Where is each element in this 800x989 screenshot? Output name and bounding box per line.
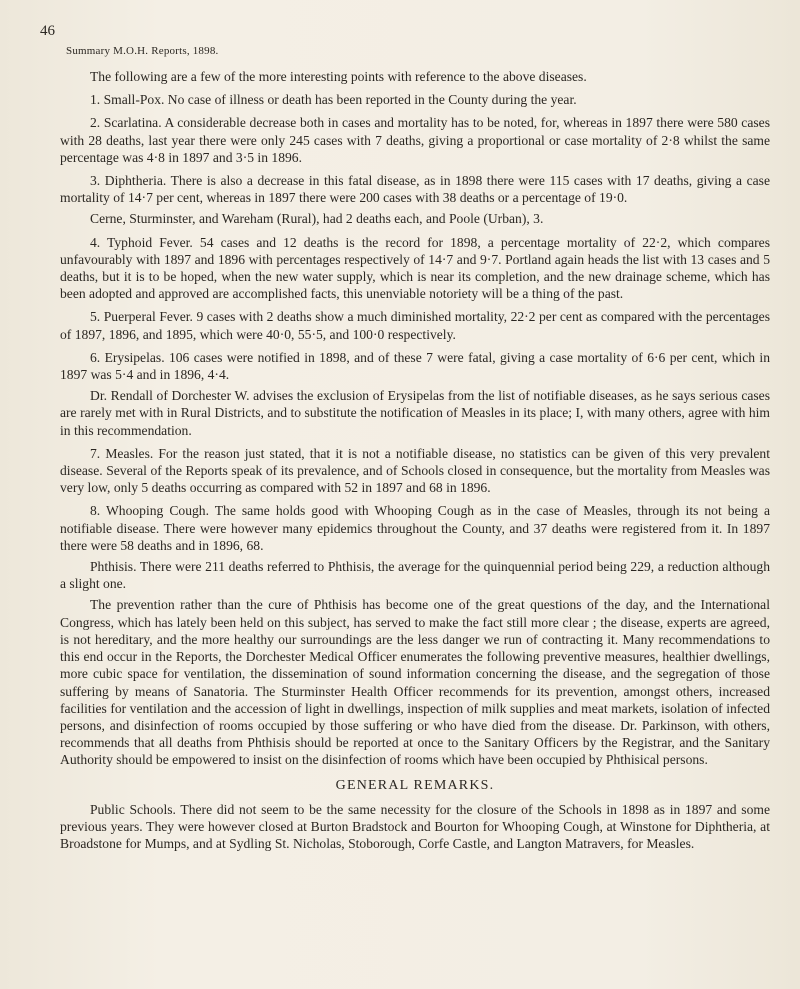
scarlatina-paragraph: 2. Scarlatina. A considerable decrease both in cases and mortality has to be noted, for, whereas in 1897 there were 580 cases with 28 deaths, last year there were only 245 cases with 7 deaths, giving a proportional or case mortality of 2·8 whilst the same percentage was 4·8 in 1897 and 3·5 in 1896.: [60, 115, 770, 165]
phthisis-prevention-paragraph: The prevention rather than the cure of Phthisis has become one of the great questions of the day, and the International Congress, which has lately been held on this subject, has served to make the fact still more clear ; the disease, experts are agreed, is not hereditary, and the more healthy our surroundings are the less danger we run of contracting it. Many recommendations to this end occur in the Reports, the Dorchester Medical Officer enumerates the following preventive measures, healthier dwellings, more cubic space for ventilation, the dissemination of sound information concerning the disease, and the segregation of those suffering by means of Sanatoria. The Sturminster Health Officer recommends for its prevention, amongst others, increased facilities for ventilation and the accession of light in dwellings, inspection of milk supplies and meat markets, isolation of infected persons, and disinfection of rooms occupied by those suffering or who have died from the disease. Dr. Parkinson, with others, recommends that all deaths from Phthisis should be reported at once to the Sanitary Officers by the Registrar, and the Sanitary Authority should be empowered to insist on the disinfection of rooms which have been occupied by Phthisical persons.: [60, 597, 770, 768]
puerperal-paragraph: 5. Puerperal Fever. 9 cases with 2 deaths show a much diminished mortality, 22·2 per cent as compared with the percentages of 1897, 1896, and 1895, which were 40·0, 55·5, and 100·0 respectively.: [60, 309, 770, 342]
erysipelas-paragraph: 6. Erysipelas. 106 cases were notified in 1898, and of these 7 were fatal, giving a case mortality of 6·6 per cent, which in 1897 was 5·4 and in 1896, 4·4.: [60, 349, 770, 383]
public-schools-paragraph: Public Schools. There did not seem to be the same necessity for the closure of the Schools in 1898 as in 1897 and some previous years. They were however closed at Burton Bradstock and Bourton for Whooping Cough, at Winstone for Diphtheria, at Broadstone for Mumps, and at Sydling St. Nicholas, Stoborough, Corfe Castle, and Langton Matravers, for Measles.: [60, 801, 770, 851]
diphtheria-paragraph: 3. Diphtheria. There is also a decrease in this fatal disease, as in 1898 there were 115 cases with 17 deaths, giving a case mortality of 14·7 per cent, whereas in 1897 there were 200 cases with 38 deaths or a percentage of 19·0.: [60, 173, 770, 206]
page-number: 46: [40, 23, 55, 39]
phthisis-paragraph: Phthisis. There were 211 deaths referred to Phthisis, the average for the quinquennial period being 229, a reduction although a slight one.: [60, 559, 770, 592]
general-remarks-heading: GENERAL REMARKS.: [335, 777, 495, 793]
whooping-cough-paragraph: 8. Whooping Cough. The same holds good with Whooping Cough as in the case of Measles, through its not being a notifiable disease. There were however many epidemics throughout the County, and 37 deaths were registered from it. In 1897 there were 58 deaths and in 1896, 68.: [60, 503, 770, 553]
typhoid-paragraph: 4. Typhoid Fever. 54 cases and 12 deaths is the record for 1898, a percentage mortality of 22·2, which compares unfavourably with 1897 and 1896 with percentages respectively of 14·7 and 9·7. Portland again heads the list with 13 cases and 5 deaths, but it is to be hoped, when the new water supply, which is near its completion, and the new drainage scheme, which has been adopted and approved are accomplished facts, this unenviable notoriety will be a thing of the past.: [60, 234, 770, 302]
running-header: Summary M.O.H. Reports, 1898.: [66, 45, 219, 57]
intro-paragraph: The following are a few of the more interesting points with reference to the above diseases.: [90, 69, 587, 84]
diphtheria-districts-paragraph: Cerne, Sturminster, and Wareham (Rural), had 2 deaths each, and Poole (Urban), 3.: [90, 211, 544, 227]
measles-paragraph: 7. Measles. For the reason just stated, that it is not a notifiable disease, no statistics can be given of this very prevalent disease. Several of the Reports speak of its prevalence, and of Schools closed in consequence, but the mortality from Measles was very low, only 5 deaths occurring as compared with 52 in 1897 and 68 in 1896.: [60, 445, 770, 496]
smallpox-paragraph: 1. Small-Pox. No case of illness or death has been reported in the County during the year.: [90, 92, 577, 108]
erysipelas-recommendation-paragraph: Dr. Rendall of Dorchester W. advises the exclusion of Erysipelas from the list of notifiable diseases, as he says serious cases are rarely met with in Rural Districts, and to substitute the notification of Measles in its place; I, with many others, agree with him in this recommendation.: [60, 388, 770, 438]
